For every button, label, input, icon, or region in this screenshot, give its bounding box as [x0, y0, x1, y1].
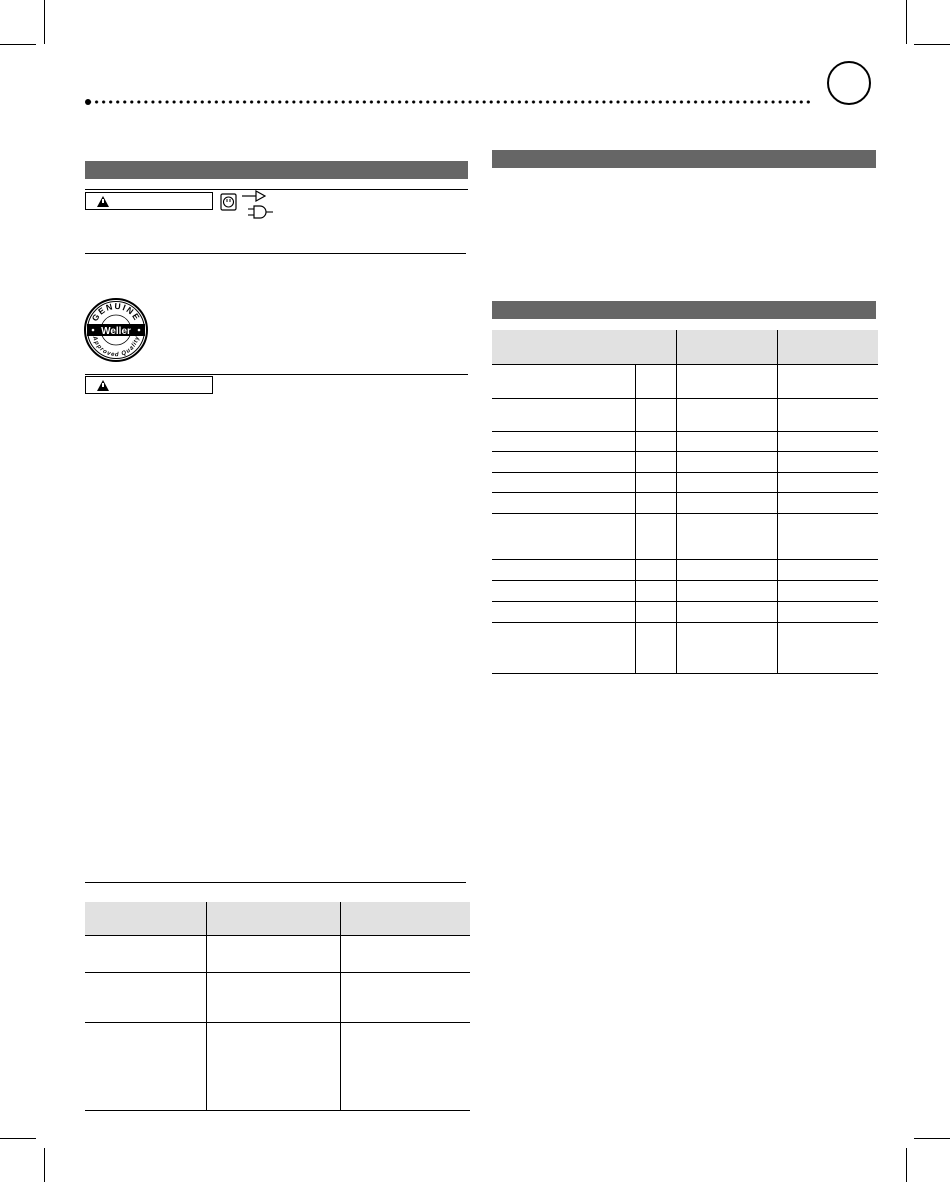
table-cell — [777, 559, 878, 580]
crop-mark — [906, 0, 907, 44]
table-row — [492, 472, 878, 492]
table-row — [492, 398, 878, 431]
table-cell — [492, 431, 635, 451]
table-header-cell — [85, 902, 206, 935]
table-header-row — [85, 902, 470, 935]
table-cell — [777, 398, 878, 431]
table-cell — [676, 431, 777, 451]
table-cell — [492, 622, 635, 673]
table-cell — [777, 601, 878, 622]
table-cell — [777, 492, 878, 513]
table-row — [492, 364, 878, 398]
seal-bottom-text: Approved Quality — [91, 335, 141, 359]
warning-triangle-icon — [97, 380, 109, 391]
table-header-cell — [676, 330, 777, 364]
left-bottom-table — [85, 902, 470, 1111]
table-cell — [777, 622, 878, 673]
table-row — [492, 622, 878, 673]
table-cell — [492, 398, 635, 431]
table-cell — [777, 580, 878, 601]
table-row — [492, 492, 878, 513]
table-row — [85, 935, 470, 972]
table-row — [85, 972, 470, 1022]
table-cell — [635, 472, 676, 492]
table-cell — [635, 601, 676, 622]
power-outlet-icon — [220, 193, 238, 213]
table-row — [492, 601, 878, 622]
right-section-bar-1 — [492, 150, 876, 168]
table-cell — [340, 1022, 470, 1110]
table-row — [492, 431, 878, 451]
divider — [85, 189, 468, 190]
table-cell — [676, 513, 777, 559]
table-cell — [635, 622, 676, 673]
table-cell — [635, 398, 676, 431]
table-cell — [492, 559, 635, 580]
table-header-cell — [206, 902, 340, 935]
table-cell — [777, 513, 878, 559]
table-cell — [676, 492, 777, 513]
crop-mark — [914, 44, 950, 45]
warning-label-2 — [85, 376, 213, 394]
table-cell — [492, 492, 635, 513]
left-section-bar-1 — [85, 161, 468, 179]
table-cell — [492, 601, 635, 622]
seal-brand: Weller — [101, 325, 131, 337]
divider — [85, 374, 468, 375]
table-cell — [635, 559, 676, 580]
divider — [85, 882, 466, 883]
table-cell — [635, 364, 676, 398]
table-cell — [492, 451, 635, 472]
table-cell — [492, 472, 635, 492]
warning-label-1 — [85, 192, 213, 210]
table-cell — [777, 364, 878, 398]
table-cell — [676, 559, 777, 580]
table-row — [492, 559, 878, 580]
crop-mark — [44, 0, 45, 44]
crop-mark — [914, 1138, 950, 1139]
table-cell — [340, 935, 470, 972]
table-cell — [340, 972, 470, 1022]
table-header-cell — [777, 330, 878, 364]
table-header-cell — [492, 330, 676, 364]
table-cell — [676, 472, 777, 492]
header-dotted-rule — [86, 98, 810, 106]
table-header-cell — [340, 902, 470, 935]
table-cell — [676, 601, 777, 622]
divider — [85, 253, 466, 254]
table-cell — [492, 580, 635, 601]
table-cell — [635, 431, 676, 451]
plug-icon — [248, 204, 274, 220]
table-cell — [635, 513, 676, 559]
table-header-row — [492, 330, 878, 364]
crop-mark — [0, 44, 36, 45]
crop-mark — [0, 1138, 36, 1139]
table-cell — [206, 935, 340, 972]
table-row — [492, 451, 878, 472]
table-cell — [85, 1022, 206, 1110]
table-cell — [777, 451, 878, 472]
warning-triangle-icon — [97, 196, 109, 207]
table-cell — [206, 1022, 340, 1110]
right-section-bar-2 — [492, 301, 876, 319]
table-cell — [676, 398, 777, 431]
table-cell — [85, 972, 206, 1022]
table-cell — [777, 472, 878, 492]
table-row — [492, 513, 878, 559]
spec-table — [492, 330, 878, 674]
arrow-icon — [242, 190, 266, 204]
language-badge — [827, 61, 871, 105]
table-cell — [676, 451, 777, 472]
table-cell — [635, 492, 676, 513]
table-cell — [676, 622, 777, 673]
table-row — [85, 1022, 470, 1110]
crop-mark — [906, 1148, 907, 1182]
genuine-weller-seal — [83, 297, 149, 363]
table-cell — [635, 580, 676, 601]
seal-top-text: GENUINE — [89, 300, 143, 323]
table-cell — [777, 431, 878, 451]
crop-mark — [44, 1148, 45, 1182]
table-cell — [492, 513, 635, 559]
table-cell — [85, 935, 206, 972]
table-cell — [492, 364, 635, 398]
table-cell — [635, 451, 676, 472]
table-cell — [206, 972, 340, 1022]
table-row — [492, 580, 878, 601]
table-cell — [676, 580, 777, 601]
table-cell — [676, 364, 777, 398]
